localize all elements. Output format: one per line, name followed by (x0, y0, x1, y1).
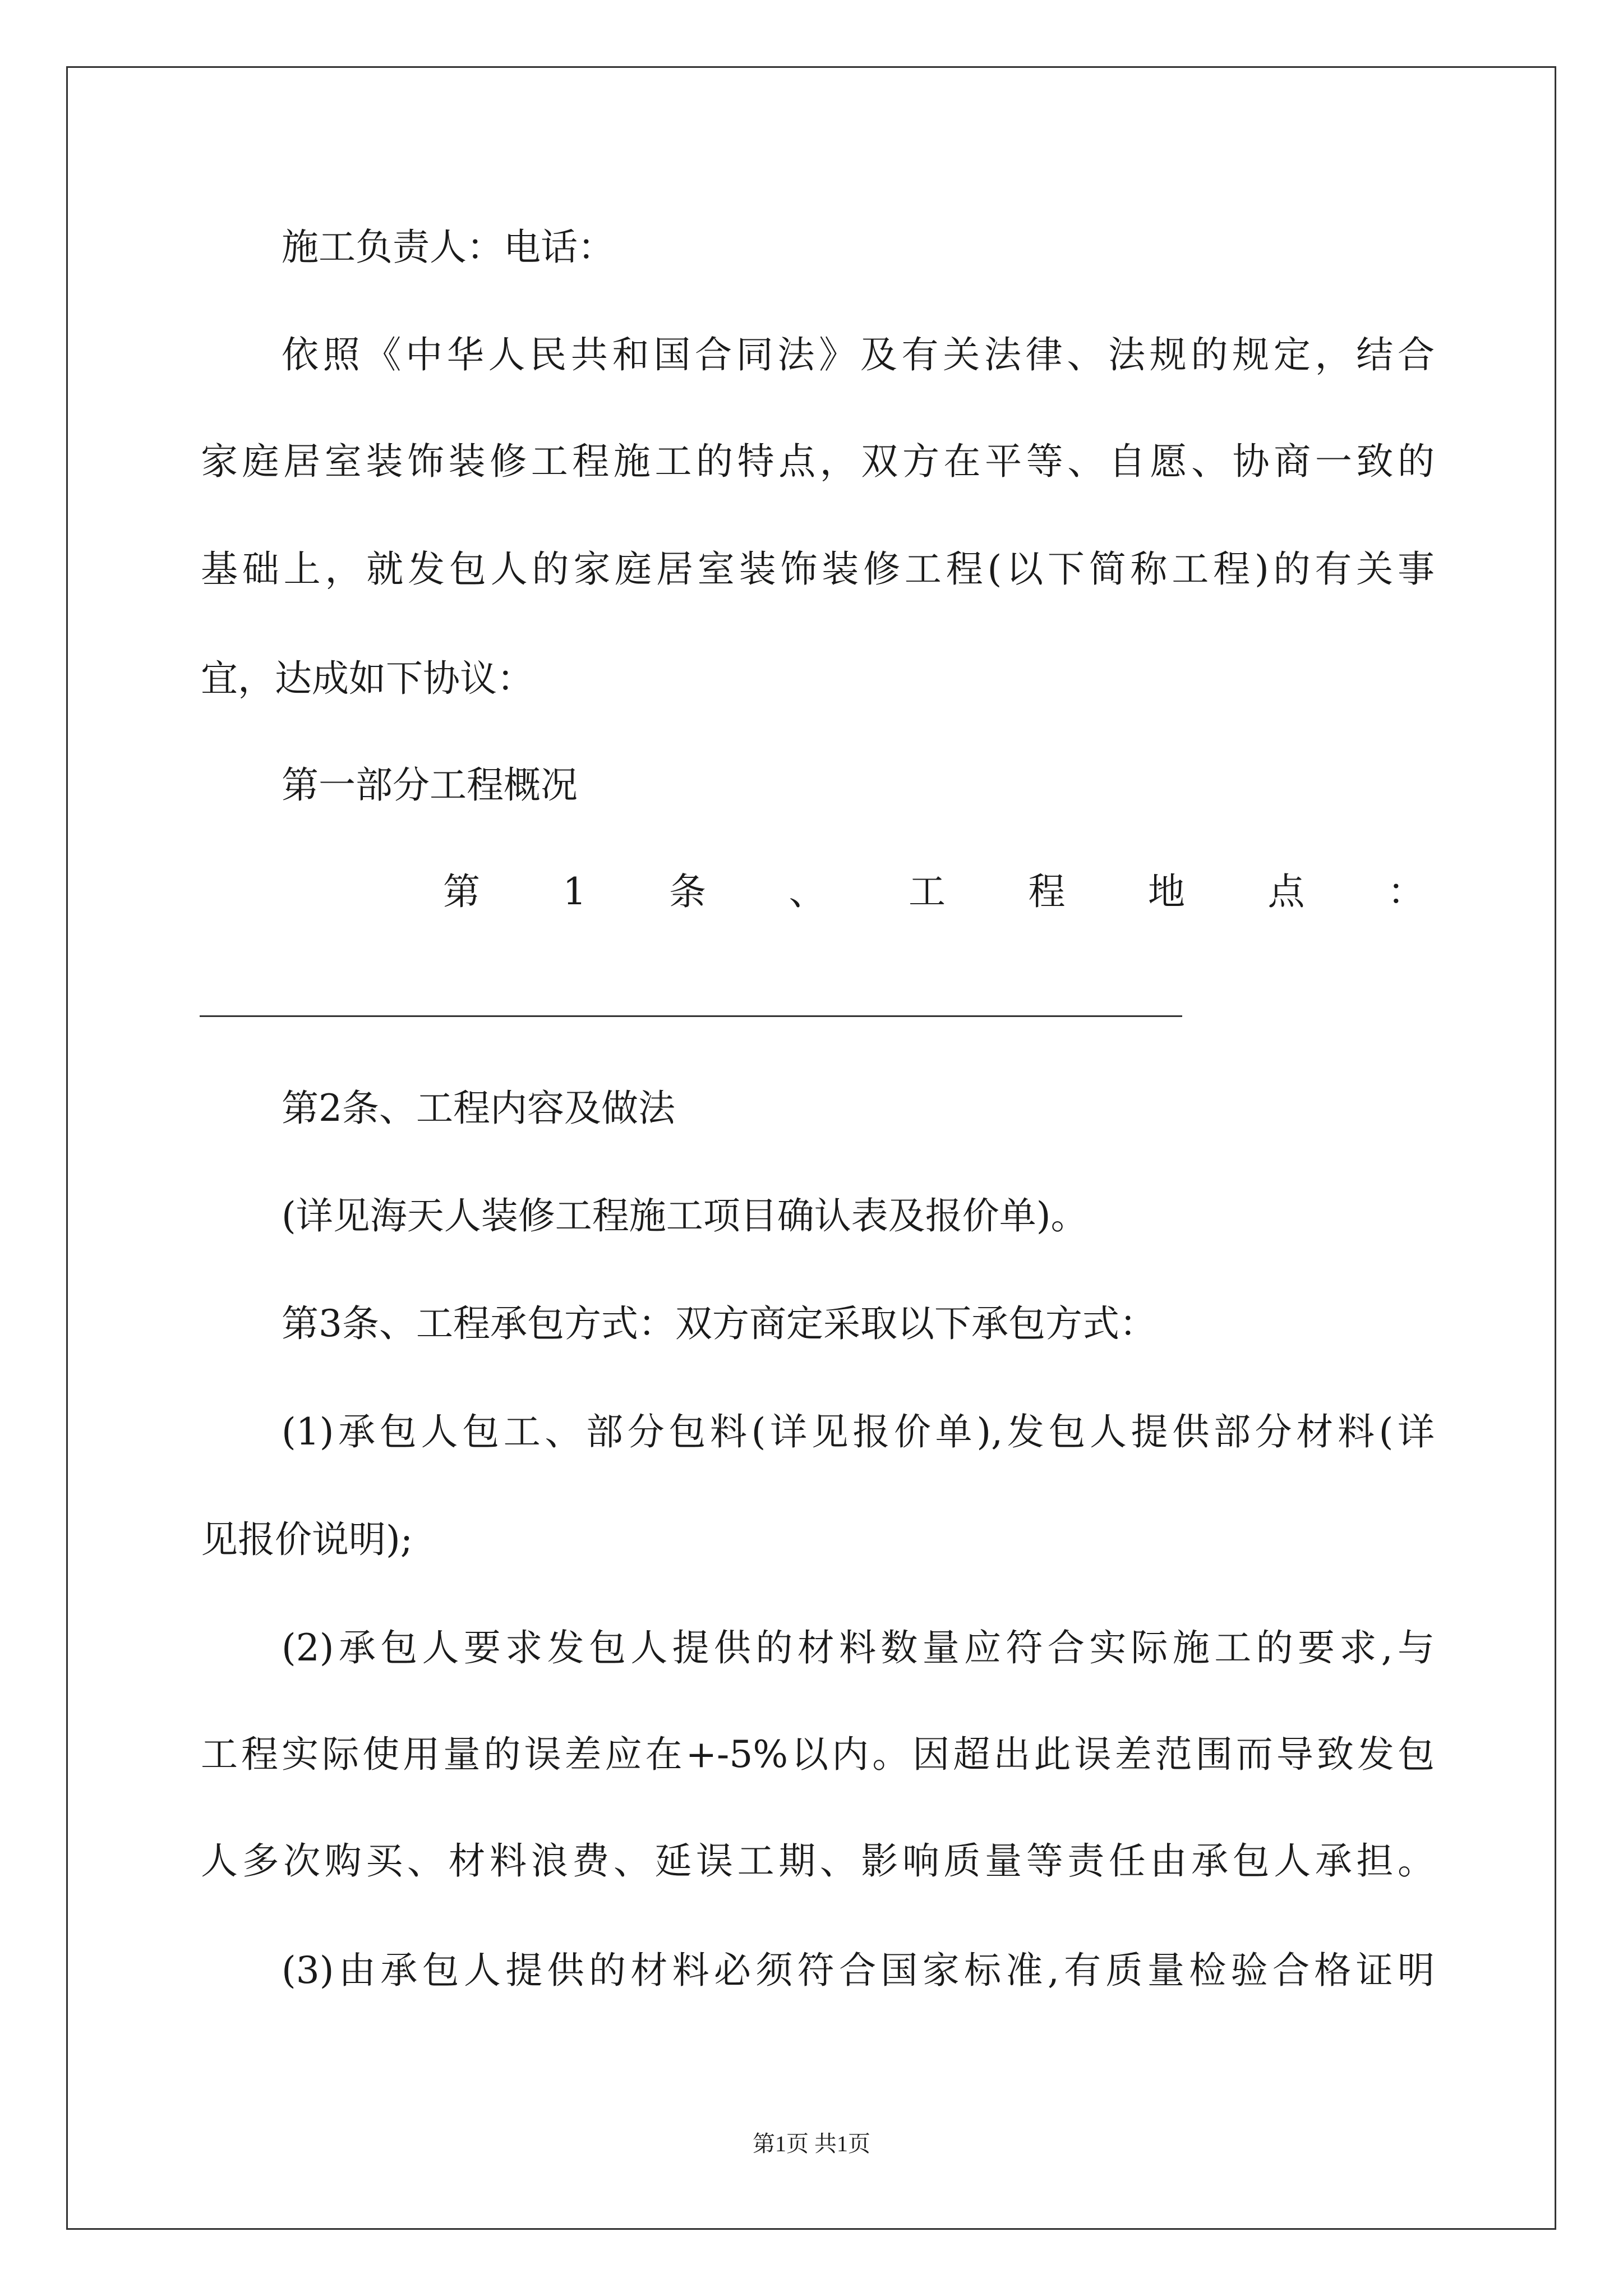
clause-3-line-1: (3)由承包人提供的材料必须符合国家标准,有质量检验合格证明 (282, 1949, 1435, 1992)
article-2-heading: 第2条、工程内容及做法 (282, 1087, 675, 1130)
paragraph-intro-line-2: 家庭居室装饰装修工程施工的特点，双方在平等、自愿、协商一致的 (201, 440, 1435, 483)
article-1-char: 程 (1028, 870, 1066, 913)
clause-1-line-2: 见报价说明); (201, 1518, 413, 1561)
page-number-footer: 第1页 共1页 (753, 2131, 870, 2156)
article-1-char: 点 (1267, 870, 1305, 913)
clause-2-line-3: 人多次购买、材料浪费、延误工期、影响质量等责任由承包人承担。 (201, 1839, 1435, 1883)
article-1-char: 地 (1148, 870, 1185, 913)
page-border (66, 66, 1556, 2230)
article-1-char: ： (1387, 870, 1424, 913)
paragraph-intro-line-1: 依照《中华人民共和国合同法》及有关法律、法规的规定，结合 (282, 333, 1435, 376)
article-2-detail: (详见海天人装修工程施工项目确认表及报价单)。 (282, 1194, 1088, 1237)
article-1-char: 第 (443, 870, 480, 913)
article-3-heading: 第3条、工程承包方式：双方商定采取以下承包方式： (282, 1302, 1156, 1345)
article-1-char: 工 (909, 870, 946, 913)
paragraph-intro-line-3: 基础上，就发包人的家庭居室装饰装修工程(以下简称工程)的有关事 (201, 547, 1435, 591)
article-1-char: 1 (562, 870, 587, 913)
paragraph-intro-line-4: 宜，达成如下协议： (201, 657, 534, 700)
article-1-heading (443, 870, 1424, 913)
fill-in-blank-line (200, 1015, 1182, 1017)
clause-2-line-2: 工程实际使用量的误差应在+-5%以内。因超出此误差范围而导致发包 (201, 1733, 1435, 1776)
responsible-person-line: 施工负责人：电话： (282, 226, 615, 269)
article-1-char: 条 (669, 870, 706, 913)
clause-1-line-1: (1)承包人包工、部分包料(详见报价单),发包人提供部分材料(详 (282, 1410, 1435, 1453)
clause-2-line-1: (2)承包人要求发包人提供的材料数量应符合实际施工的要求,与 (282, 1626, 1435, 1669)
article-1-char: 、 (789, 870, 826, 913)
section-heading: 第一部分工程概况 (282, 763, 578, 807)
